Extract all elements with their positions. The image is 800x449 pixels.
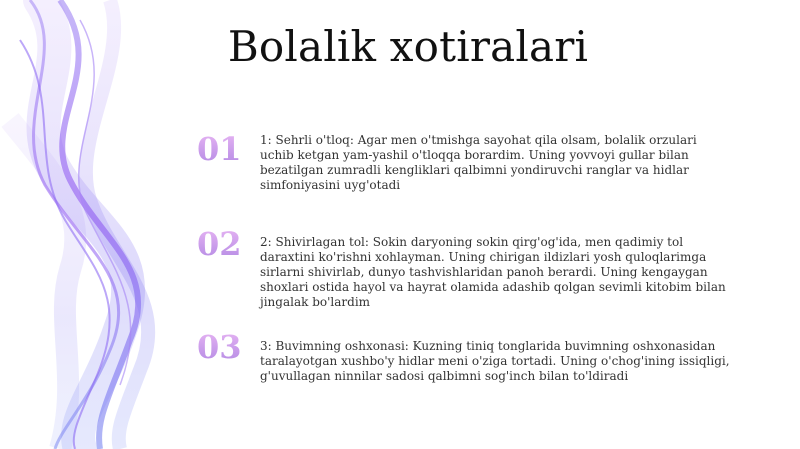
- item-number: 01: [197, 130, 249, 168]
- item-number: 02: [197, 225, 249, 263]
- slide-title: Bolalik xotiralari: [227, 22, 589, 71]
- item-text: 2: Shivirlagan tol: Sokin daryoning sokin qirg'og'ida, men qadimiy tol daraxtini ko'rishni xohlayman. Uning chirigan ildizlari yosh quloqlarimga sirlarni shivirlab, dunyo tashvishlaridan panoh berardi. Uning kengaygan shoxlari ostida hayol va hayrat olamida adashib qolgan sevimli kitobim bilan jingalak bo'lardim: [260, 235, 726, 309]
- item-number: 03: [197, 328, 249, 366]
- item-text: 1: Sehrli o'tloq: Agar men o'tmishga sayohat qila olsam, bolalik orzulari uchib ketgan yam-yashil o'tloqqa borardim. Uning yovvoyi gullar bilan bezatilgan zumradli kengliklari qalbimni yondiruvchi ranglar va hidlar simfoniyasini uyg'otadi: [260, 133, 697, 192]
- item-text: 3: Buvimning oshxonasi: Kuzning tiniq tonglarida buvimning oshxonasidan taralayotgan xushbo'y hidlar meni o'ziga tortadi. Uning o'chog'ining issiqligi, g'uvullagan ninnilar sadosi qalbimni sog'inch bilan to'ldiradi: [260, 339, 730, 383]
